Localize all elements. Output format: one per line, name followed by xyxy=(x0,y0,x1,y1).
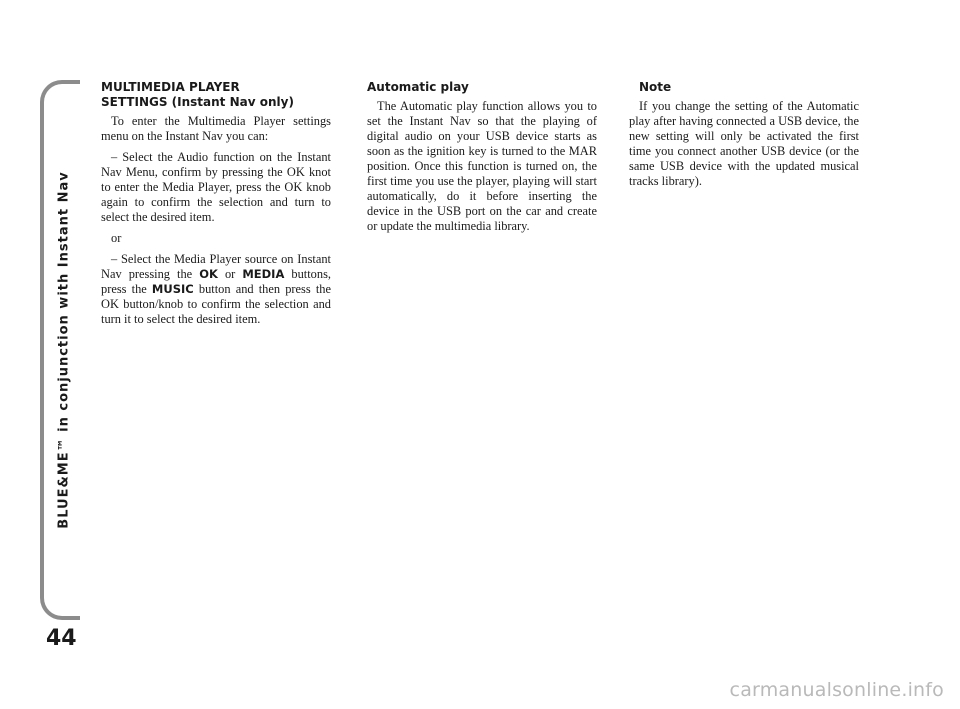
note-heading: Note xyxy=(639,80,672,94)
column-multimedia-settings xyxy=(101,80,331,333)
watermark-text: carmanualsonline.info xyxy=(729,679,944,701)
heading-line-1: MULTIMEDIA PLAYER xyxy=(101,80,240,94)
heading-line-2: SETTINGS (Instant Nav only) xyxy=(101,95,294,109)
media-keyword: MEDIA xyxy=(242,267,285,281)
step2-text-b: or xyxy=(217,267,243,281)
step-audio-function: – Select the Audio function on the Instant Nav Menu, confirm by pressing the OK knot to enter the Media Player, press the OK knob again to confirm the selection and turn to select the desired item. xyxy=(101,150,331,224)
step2-text-a: – Select the Media Player source on Instant Nav pressing the xyxy=(101,252,331,281)
or-separator: or xyxy=(111,231,122,245)
note-body: If you change the setting of the Automatic play after having connected a USB device, the new setting will only be activated the first time you connect another USB device (or the same USB device with the updated musical tracks library). xyxy=(629,99,859,188)
automatic-play-heading: Automatic play xyxy=(367,80,469,94)
intro-paragraph: To enter the Multimedia Player settings menu on the Instant Nav you can: xyxy=(101,114,331,143)
automatic-play-body: The Automatic play function allows you to set the Instant Nav so that the playing of digital audio on your USB device starts as soon as the ignition key is turned to the MAR position. Once this function is turned on, the first time you use the player, playing will start automatically, do it before inserting the device in the USB port on the car and create or update the multimedia library. xyxy=(367,99,597,233)
music-keyword: MUSIC xyxy=(151,282,194,296)
section-side-title: BLUE&ME™ in conjunction with Instant Nav xyxy=(56,171,72,529)
column-automatic-play xyxy=(367,80,597,240)
multimedia-settings-heading xyxy=(101,80,331,110)
step2-text-c: buttons, press the xyxy=(101,267,331,296)
ok-keyword: OK xyxy=(199,267,218,281)
step2-text-d: button and then press the OK button/knob to confirm the selection and turn it to select the desired item. xyxy=(101,282,331,326)
step-media-player-source xyxy=(101,252,331,327)
page-number: 44 xyxy=(46,626,77,651)
column-note xyxy=(629,80,859,195)
